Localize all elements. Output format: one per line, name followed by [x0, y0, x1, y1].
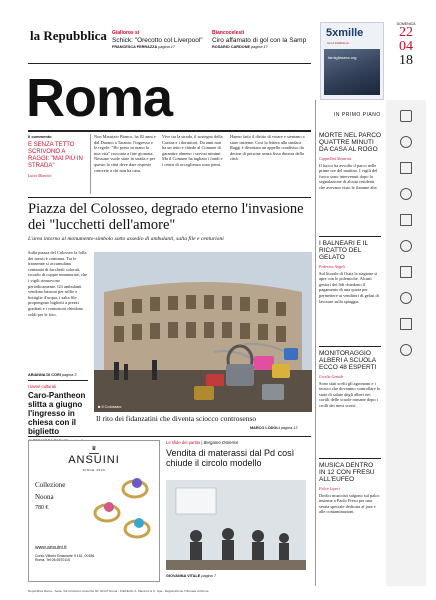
right-story-4-headline: MUSICA DENTRO IN 12 CON FRESU ALL'EUFEO	[319, 462, 375, 484]
lower-section-rule	[28, 436, 311, 437]
pd-article[interactable]	[166, 440, 311, 468]
famiglia-ad-brand: 5xmille	[326, 27, 364, 39]
right-story-4-author: Felice Liperi	[319, 485, 340, 491]
ansuini-name: Noona	[35, 493, 54, 501]
right-story-3-text: Sono stati scelti gli agronomi e i tecnici che dovranno controllare lo stato di salute degli alberi nei cortili delle scuole romane dopo i crolli dei mesi scorsi.	[319, 380, 381, 408]
ansuini-brand: ANSUINI	[68, 454, 120, 466]
commento-author: Lucio Mancini	[28, 173, 52, 178]
masthead-rule	[28, 63, 311, 64]
date-year: 18	[399, 53, 413, 68]
index-icon-8	[400, 292, 412, 304]
teaser-1-title: Schick: "Orecotto col Liverpool"	[112, 37, 203, 44]
famiglia-ad-photo	[324, 49, 380, 95]
camera-icon: ■	[98, 404, 101, 409]
ansuini-address: Corso Vittorio Emanuele II 151, 00186 Roma, Tel 06 6570115	[35, 554, 95, 563]
colosseum-illustration	[94, 252, 312, 412]
index-icon-7	[400, 266, 412, 278]
famiglia-ad-sub: ALLA FAMIGLIA	[327, 41, 349, 45]
index-strip	[386, 100, 426, 586]
teaser-1[interactable]	[112, 30, 207, 49]
front-col-2: Vive tra la strada, il sostegno della Caritas e i dormitori. Da anni non ha un tetto e chiede al Comune di garantire almeno i servizi minimi. Ma il Comune ha tagliato i fondi e i centri di accoglienza sono pieni.	[162, 134, 223, 167]
right-story-4-text: Dodici musicisti salgono sul palco insieme a Paolo Fresu per una serata speciale dedicata al jazz e alle contaminazioni.	[319, 492, 380, 515]
right-story-2-headline: I BALNEARI E IL RICATTO DEL GELATO	[319, 240, 368, 262]
pantheon-article[interactable]	[28, 384, 90, 443]
right-story-3-author: Cecilia Gentile	[319, 373, 344, 379]
teaser-2-author: ROSARIO CARDONE pagina 17	[212, 45, 268, 49]
right-col-divider	[315, 100, 316, 586]
teaser-2-kicker: Biancocelesti	[212, 30, 245, 36]
ansuini-ad[interactable]	[28, 440, 160, 582]
pantheon-kicker: I lavori culturali	[28, 384, 56, 389]
famiglia-ad[interactable]	[320, 22, 384, 100]
date-block	[386, 22, 426, 68]
right-story-3[interactable]	[319, 350, 381, 437]
photo-label: ■ Il Colosseo	[98, 404, 122, 409]
ansuini-since: SINCE 1930	[82, 468, 106, 472]
index-icon-3	[400, 162, 412, 174]
index-icon-4	[400, 188, 412, 200]
index-icon-2	[400, 136, 412, 148]
lower-left-rule	[28, 380, 88, 381]
date-day: 22	[399, 25, 413, 40]
pd-author: GIOVANNA VITALE pagina 7	[166, 574, 216, 578]
right-story-2-author: Federica Angeli	[319, 263, 345, 269]
teaser-1-kicker: Gialloros si	[112, 30, 140, 36]
commento-section: Il commento	[28, 134, 52, 139]
teaser-2-title: Ciro affamato di gol con la Samp	[212, 37, 307, 44]
front-col-1: Non Maurizio Bianco, ha 82 anni e dal Duomo a Taranto, l'ingresso e le regole: "Ho preso in mano la mia vita" racconta a fine giornata. Nessuno vuole stare in strada e per questo la città deve dare risposte concrete a chi non ha casa.	[94, 134, 156, 173]
main-headline[interactable]: Piazza del Colosseo, degrado eterno l'invasione dei "lucchetti dell'amore"	[28, 201, 304, 233]
main-rule	[28, 197, 311, 198]
right-story-1-headline: MORTE NEL PARCO QUATTRE MINUTI DA CASA AL ROGO	[319, 132, 382, 154]
right-rule-1	[319, 236, 381, 237]
right-story-2[interactable]	[319, 240, 381, 329]
teaser-2[interactable]	[212, 30, 310, 49]
main-subheadline: L'area intorno al monumento-simbolo sotto assedio di ambulanti, salta file e centurioni	[28, 236, 224, 242]
right-rule-2	[319, 346, 381, 347]
commento-block[interactable]	[28, 134, 86, 178]
index-icon-6	[400, 240, 412, 252]
meeting-illustration	[166, 480, 306, 570]
index-icon-9	[400, 318, 412, 330]
main-author: ARIANNA DI CORI pagina 3	[28, 373, 77, 377]
photo-caption[interactable]: Il rito dei fidanzatini che diventa sciocco controsenso	[96, 414, 257, 423]
teaser-1-author: FRANCESCA FERRAZZA pagina 17	[112, 45, 175, 49]
right-story-4[interactable]	[319, 462, 381, 569]
index-icon-5	[400, 214, 412, 226]
date-month: 04	[399, 39, 413, 54]
right-story-1[interactable]	[319, 132, 381, 219]
right-story-1-text: Il fuoco ha avvolto il parco nelle prime ore del mattino. I vigili del fuoco sono intervenuti dopo la segnalazione di alcuni residenti che avevano visto le fiamme alte.	[319, 162, 378, 190]
right-story-1-author: Cappellini Navarini	[319, 155, 352, 161]
ansuini-price: 780 €	[35, 505, 49, 511]
index-icon-1	[400, 110, 412, 122]
col-divider-1	[90, 134, 91, 194]
ansuini-collection: Collezione	[35, 481, 66, 489]
bottom-strip: Repubblica Roma - Sede: Via Cristoforo Colombo 90, 00147 Roma - Pubblicità: A. Manzoni & C. Spa - Registrazione Tribunale di Roma	[28, 589, 209, 593]
commento-headline: E SENZA TETTO SCRIVONO A RAGGI: "MAI PIÙ IN STRADA"	[28, 142, 83, 169]
masthead-logo: la Repubblica	[30, 28, 107, 43]
pd-kicker-row: Le sfide del partito | Bergamo Ostiense	[166, 440, 239, 445]
ring-illustration	[87, 477, 157, 541]
photo-caption-author: MARCO LODOLI pagina 13	[250, 426, 298, 430]
pantheon-headline: Caro-Pantheon slitta a giugno l'ingresso in chiesa con il biglietto	[28, 391, 86, 436]
right-rule-3	[319, 458, 381, 459]
top-section-rule	[28, 130, 311, 132]
pd-photo	[166, 480, 306, 570]
right-story-2-text: Sul litorale di Ostia la stagione si apre con le polemiche. Alcuni gestori dei lidi chiedono il pagamento di una quota per permettere ai venditori di gelati di lavorare sulla spiaggia.	[319, 270, 379, 304]
ansuini-logo-mark: ♛	[89, 445, 99, 454]
front-col-3: Hanno fatto il diritto di votare e stentano a stare insieme. Così la lettera alla sindaca Raggi è diventata un appello condiviso da decine di persone senza fissa dimora della città.	[230, 134, 305, 162]
right-story-3-headline: MONITORAGGIO ALBERI A SCUOLA ECCO 48 ESPERTI	[319, 350, 377, 372]
ansuini-url[interactable]: www.ansuini.it	[35, 545, 67, 551]
main-left-text: Sulla piazza del Colosseo la folla dei turisti è continua. Tra le transenne si accumulano centinaia di lucchetti colorati, ricordo di coppie innamorate, che i vigili rimuovono periodicamente. Gli ambulanti vendono bastoni per selfie e bottiglie d'acqua, i salta file propongono biglietti a prezzi gonfiati e i centurioni chiedono soldi per le foto.	[28, 250, 88, 317]
index-icon-10	[400, 344, 412, 356]
famiglia-ad-url: famigliasera.org	[328, 55, 357, 60]
city-title: Roma	[26, 68, 173, 128]
main-photo[interactable]	[94, 252, 312, 412]
pd-headline: Vendita di materassi dal Pd così chiude il circolo modello	[166, 448, 295, 468]
date-day-label: DOMENICA	[396, 22, 416, 26]
in-primo-piano-label: IN PRIMO PIANO	[334, 112, 381, 118]
